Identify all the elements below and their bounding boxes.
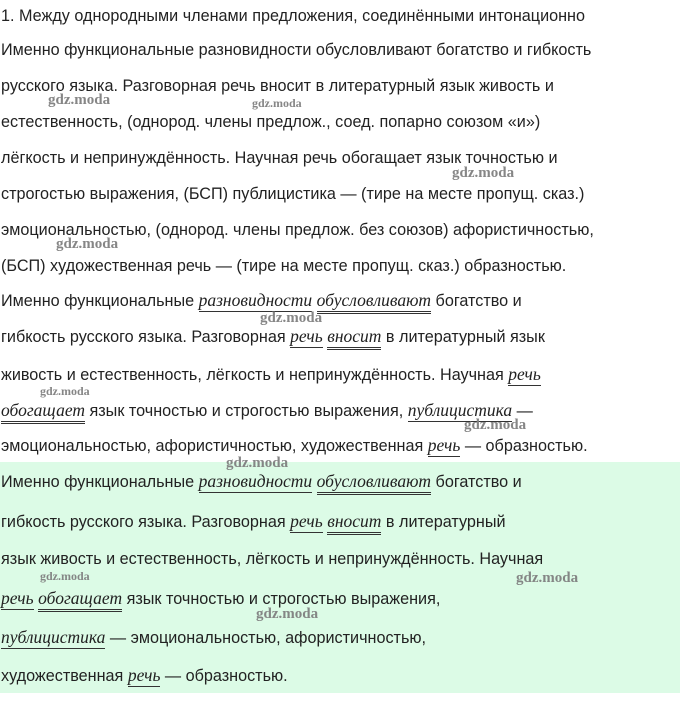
watermark: gdz.moda: [464, 417, 527, 433]
predicate-word: обусловливают: [317, 290, 431, 314]
watermark: gdz.moda: [40, 384, 90, 398]
subject-word: речь: [427, 435, 461, 455]
text-line: строгостью выражения, (БСП) публицистика — (тире на месте пропущ. сказ.): [1, 185, 585, 203]
subject-word: публицистика: [1, 627, 106, 647]
subject-word: разновидности: [198, 471, 313, 491]
text-line: (БСП) художественная речь — (тире на месте пропущ. сказ.) образностью.: [1, 257, 567, 275]
subject-word: речь: [1, 588, 34, 608]
subject-word: публицистика: [407, 400, 513, 420]
parsed-line: публицистика — эмоциональностью, афористичностью,: [1, 627, 427, 647]
text-line: русского языка. Разговорная речь вносит в литературный язык живость и: [1, 77, 554, 95]
text-line: естественность, (однород. члены предлож., соед. попарно союзом «и»): [1, 113, 541, 131]
parsed-line: Именно функциональные разновидности обусловливают богатство и: [1, 290, 522, 311]
parsed-line: обогащает язык точностью и строгостью выражения, публицистика —: [1, 400, 533, 421]
parsed-line: речь обогащает язык точностью и строгостью выражения,: [1, 588, 440, 609]
watermark: gdz.moda: [56, 236, 119, 252]
subject-word: разновидности: [198, 290, 313, 310]
text-line: эмоциональностью, (однород. члены предлож. без союзов) афористичностью,: [1, 221, 594, 239]
subject-word: речь: [290, 511, 323, 531]
watermark: gdz.moda: [452, 165, 515, 181]
watermark: gdz.moda: [256, 606, 319, 622]
parsed-line: язык живость и естественность, лёгкость и непринуждённость. Научная: [1, 550, 544, 568]
predicate-word: обусловливают: [317, 471, 431, 495]
parsed-line: гибкость русского языка. Разговорная речь вносит в литературный: [1, 511, 506, 532]
task-heading: 1. Между однородными членами предложения, соединёнными интонационно: [1, 7, 585, 25]
predicate-word: вносит: [327, 511, 381, 535]
subject-word: речь: [508, 364, 541, 384]
watermark: gdz.moda: [226, 455, 289, 471]
parsed-line: Именно функциональные разновидности обусловливают богатство и: [1, 471, 522, 492]
predicate-word: обогащает: [1, 400, 85, 424]
parsed-line: художественная речь — образностью.: [1, 665, 288, 685]
watermark: gdz.moda: [260, 310, 323, 326]
subject-word: речь: [290, 326, 323, 346]
watermark: gdz.moda: [48, 92, 111, 108]
watermark: gdz.moda: [516, 570, 579, 586]
subject-word: речь: [127, 665, 161, 685]
parsed-line: живость и естественность, лёгкость и непринуждённость. Научная речь: [1, 364, 541, 384]
predicate-word: обогащает: [38, 588, 122, 612]
text-line: лёгкость и непринуждённость. Научная речь обогащает язык точностью и: [1, 149, 558, 167]
parsed-line: гибкость русского языка. Разговорная речь вносит в литературный язык: [1, 326, 545, 347]
text-line: Именно функциональные разновидности обусловливают богатство и гибкость: [1, 41, 592, 59]
predicate-word: вносит: [327, 326, 381, 350]
watermark: gdz.moda: [40, 569, 90, 583]
watermark: gdz.moda: [252, 96, 302, 110]
parsed-line: эмоциональностью, афористичностью, художественная речь — образностью.: [1, 435, 588, 455]
